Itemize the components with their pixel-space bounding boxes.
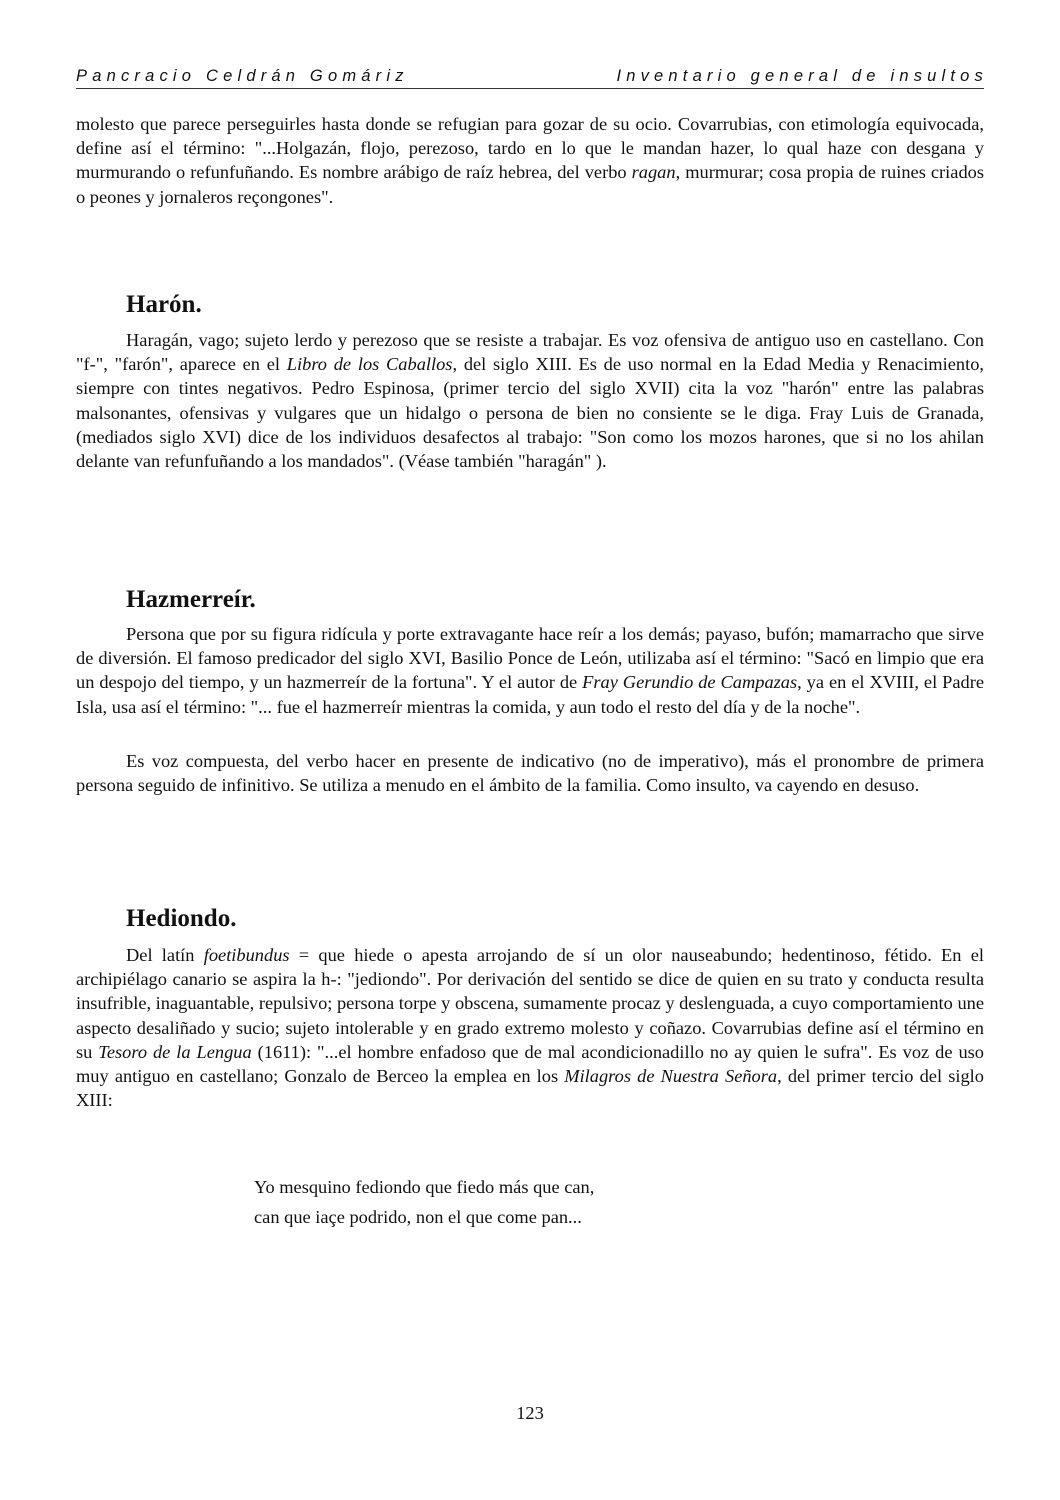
verse-line-2: can que iaçe podrido, non el que come pan... — [254, 1207, 582, 1227]
header-rule — [76, 88, 984, 89]
intro-italic-term: ragan — [631, 162, 676, 183]
haron-italic-title: Libro de los Caballos — [286, 354, 453, 375]
page-number: 123 — [516, 1403, 544, 1423]
haron-text-end: , del siglo XIII. Es de uso normal en la Edad Media y Renacimiento, siempre con tintes negativos. Pedro Espinosa, (primer tercio del siglo XVII) cita la voz "harón" entre las palabras malsonantes, ofensivas y vulgares que un hidalgo o persona de bien no consiente se le diga. Fray Luis de Granada, (mediados siglo XVI) dice de los individuos desafectos al trabajo: "Son como los mozos harones, que si no los ahilan delante van refunfuñando a los mandados". (Véase también "haragán" ). — [76, 354, 984, 472]
haron-paragraph — [76, 328, 984, 473]
hazmerreir-paragraph-1 — [76, 622, 984, 719]
header-author: Pancracio Celdrán Gomáriz — [76, 67, 409, 85]
document-page — [76, 0, 988, 1500]
hazmerreir-italic-title: Fray Gerundio de Campazas — [582, 672, 798, 693]
header-book-title: Inventario general de insultos — [616, 67, 988, 85]
haron-text: Haragán, vago; sujeto lerdo y perezoso que se resiste a trabajar. Es voz ofensiva de antiguo uso en castellano. Con "f-", "farón", aparece en el — [76, 330, 984, 375]
intro-text-end: , murmurar; cosa propia de ruines criados o peones y jornaleros reçongones". — [76, 162, 984, 207]
entry-title-haron: Harón. — [126, 291, 202, 318]
verse-line-1: Yo mesquino fediondo que fiedo más que can, — [254, 1177, 595, 1197]
intro-block — [76, 112, 984, 209]
entry-body-hazmerreir — [76, 622, 984, 719]
hediondo-text-d: , del primer tercio del siglo XIII: — [76, 1066, 984, 1111]
entry-body-hediondo — [76, 943, 984, 1112]
intro-paragraph — [76, 112, 984, 209]
hediondo-italic-milagros: Milagros de Nuestra Señora — [564, 1066, 778, 1087]
entry-title-hazmerreir: Hazmerreír. — [126, 586, 256, 613]
hediondo-italic-tesoro: Tesoro de la Lengua — [98, 1041, 252, 1062]
hediondo-text-c: (1611): "...el hombre enfadoso que de mal acondicionadillo no ay quien le sufra". Es voz de uso muy antiguo en castellano; Gonzalo de Berceo la emplea en los — [76, 1041, 985, 1087]
hediondo-paragraph — [76, 943, 984, 1112]
entry-title-hediondo: Hediondo. — [126, 905, 237, 932]
hazmerreir-text: Persona que por su figura ridícula y porte extravagante hace reír a los demás; payaso, bufón; mamarracho que sirve de diversión. El famoso predicador del siglo XVI, Basilio Ponce de León, utilizaba así el término: "Sacó en limpio que era un despojo del tiempo, y un hazmerreír de la fortuna". Y el autor de — [76, 624, 984, 693]
entry-body-hazmerreir-2 — [76, 749, 984, 797]
hediondo-text-a: Del latín — [126, 945, 204, 965]
hediondo-italic-latin: foetibundus — [203, 945, 290, 965]
entry-body-haron — [76, 328, 984, 473]
intro-text: molesto que parece perseguirles hasta donde se refugian para gozar de su ocio. Covarrubias, con etimología equivocada, define así el término: "...Holgazán, flojo, perezoso, tardo en lo que le mandan hazer, lo qual haze con desgana y murmurando o refunfuñando. Es nombre arábigo de raíz hebrea, del verbo — [76, 114, 984, 183]
hediondo-text-b: = que hiede o apesta arrojando de sí un olor nauseabundo; hedentinoso, fétido. En el archipiélago canario se aspira la h-: "jediondo". Por derivación del sentido se dice de quien en su trato y conducta resulta insufrible, inaguantable, repulsivo; persona torpe y obscena, sumamente procaz y deslenguada, a cuyo comportamiento une aspecto desaliñado y sucio; sujeto intolerable y en grado extremo molesto y coñazo. Covarrubias define así el término en su — [76, 945, 984, 1062]
hazmerreir-paragraph-2: Es voz compuesta, del verbo hacer en presente de indicativo (no de imperativo), más el pronombre de primera persona seguido de infinitivo. Se utiliza a menudo en el ámbito de la familia. Como insulto, va cayendo en desuso. — [76, 751, 984, 796]
hazmerreir-text-end: , ya en el XVIII, el Padre Isla, usa así el término: "... fue el hazmerreír mientras la comida, y aun todo el resto del día y de la noche". — [76, 672, 984, 717]
verse-quote — [254, 1172, 594, 1232]
